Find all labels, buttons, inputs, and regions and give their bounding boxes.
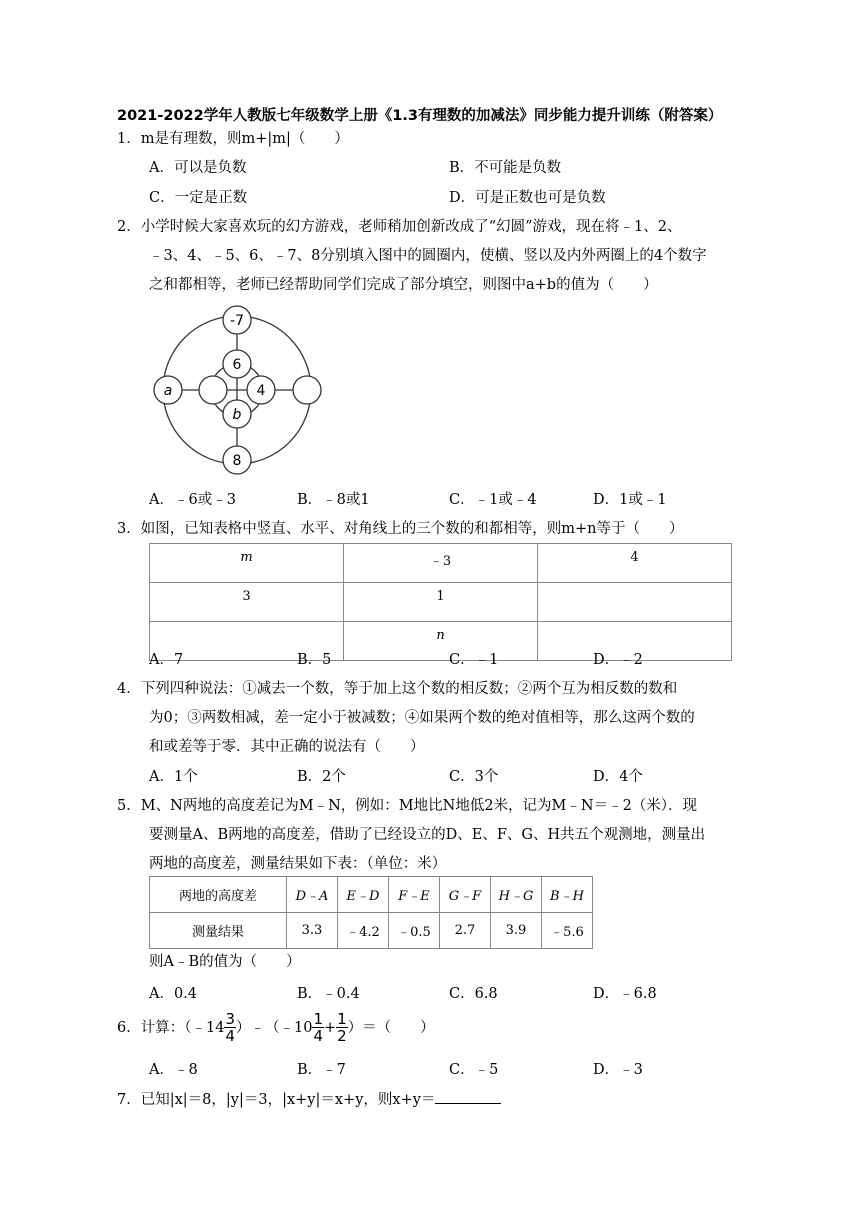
q3-cell [538,583,732,622]
q3-option-b: B．5 [297,652,332,668]
q3-cell: 4 [538,544,732,583]
q7-text: 7．已知|x|＝8，|y|＝3，|x+y|＝x+y，则x+y＝ [117,1092,436,1108]
q5-value-cell: ﹣0.5 [389,913,440,949]
q5-option-c: C．6.8 [449,986,498,1002]
q3-cell: m [150,544,344,583]
q5-value-cell: 3.3 [287,913,338,949]
q6-plus: + [323,1020,337,1036]
q1-option-d: D．可是正数也可是负数 [449,190,606,206]
q6-fraction-2-numerator: 1 [313,1010,323,1028]
q5-header-cell: F﹣E [389,877,440,913]
q5-option-b: B．﹣0.4 [297,986,360,1002]
q6-fraction-3-denominator: 2 [337,1027,347,1045]
q3-cell: 1 [344,583,538,622]
q5-header-cell: E﹣D [338,877,389,913]
q6-fraction-1 [224,1012,236,1044]
magic-circle-diagram [150,305,325,475]
q4-option-d: D．4个 [593,769,643,785]
circle-right [293,376,321,404]
q5-header-cell: 两地的高度差 [150,877,287,913]
q6-fraction-1-numerator: 3 [225,1010,235,1028]
q5-header-cell: H﹣G [491,877,542,913]
q6-suffix: ）＝（ ） [347,1020,435,1036]
q1-option-b: B．不可能是负数 [449,160,562,176]
q3-cell: 3 [150,583,344,622]
diagram-label-inner-bottom: b [232,407,242,423]
page-title: 2021-2022学年人教版七年级数学上册《1.3有理数的加减法》同步能力提升训练（附答案） [117,108,723,124]
diagram-label-inner-top: 6 [232,357,242,373]
q5-value-cell: 2.7 [440,913,491,949]
question-3: 3．如图，已知表格中竖直、水平、对角线上的三个数的和都相等，则m+n等于（ ） [117,521,684,537]
q6-option-a: A．﹣8 [149,1062,198,1078]
q5-value-cell: 测量结果 [150,913,287,949]
q2-option-b: B．﹣8或1 [297,492,370,508]
question-5-line-1: 5．M、N两地的高度差记为M﹣N，例如：M地比N地低2米，记为M﹣N＝﹣2（米）．现 [117,798,698,814]
question-5-after: 则A﹣B的值为（ ） [149,954,301,970]
question-4-line-1: 4．下列四种说法：①减去一个数，等于加上这个数的相反数；②两个互为相反数的数和 [117,681,678,697]
q6-fraction-2 [312,1012,324,1044]
q3-option-a: A．7 [149,652,184,668]
q7-answer-blank[interactable] [435,1091,501,1104]
question-1: 1．m是有理数，则m+|m|（ ） [117,131,349,147]
q6-fraction-2-denominator: 4 [313,1027,323,1045]
question-2-line-2: ﹣3、4、﹣5、6、﹣7、8分别填入图中的圆圈内，使横、竖以及内外两圈上的4个数字 [149,248,707,264]
q4-option-a: A．1个 [149,769,198,785]
q4-option-b: B．2个 [297,769,346,785]
q6-option-c: C．﹣5 [449,1062,499,1078]
q5-value-cell: 3.9 [491,913,542,949]
q6-prefix: 6．计算：（﹣14 [117,1020,225,1036]
q3-cell: n [344,622,538,661]
q2-option-a: A．﹣6或﹣3 [149,492,236,508]
q1-option-c: C．一定是正数 [149,190,248,206]
q5-value-cell: ﹣5.6 [542,913,593,949]
q6-fraction-1-denominator: 4 [225,1027,235,1045]
q5-option-d: D．﹣6.8 [593,986,657,1002]
q4-option-c: C．3个 [449,769,499,785]
q3-cell: ﹣3 [344,544,538,583]
question-4-line-2: 为0；③两数相减，差一定小于被减数；④如果两个数的绝对值相等，那么这两个数的 [149,710,695,726]
q6-fraction-3 [336,1012,348,1044]
q5-option-a: A．0.4 [149,986,198,1002]
q6-option-b: B．﹣7 [297,1062,346,1078]
q3-option-d: D．﹣2 [593,652,643,668]
diagram-label-top: -7 [230,313,244,329]
question-6 [117,1012,435,1044]
diagram-label-inner-right: 4 [256,383,266,399]
question-4-line-3: 和或差等于零．其中正确的说法有（ ） [149,739,425,755]
q5-table [149,876,593,949]
q2-option-c: C．﹣1或﹣4 [449,492,537,508]
q3-option-c: C．﹣1 [449,652,499,668]
question-5-line-3: 两地的高度差，测量结果如下表：（单位：米） [149,856,447,872]
question-5-line-2: 要测量A、B两地的高度差，借助了已经设立的D、E、F、G、H共五个观测地，测量出 [149,827,706,843]
question-7 [117,1088,501,1109]
q6-fraction-3-numerator: 1 [337,1010,347,1028]
q2-option-d: D．1或﹣1 [593,492,667,508]
q6-mid: ）﹣（﹣10 [235,1020,313,1036]
circle-inner-left [199,376,227,404]
q5-header-cell: B﹣H [542,877,593,913]
q5-header-cell: D﹣A [287,877,338,913]
q5-value-cell: ﹣4.2 [338,913,389,949]
diagram-label-bottom: 8 [232,453,242,469]
q1-option-a: A．可以是负数 [149,160,247,176]
question-2-line-3: 之和都相等，老师已经帮助同学们完成了部分填空，则图中a+b的值为（ ） [149,277,658,293]
q3-table [149,543,732,661]
diagram-label-left: a [163,383,173,399]
question-2-line-1: 2．小学时候大家喜欢玩的幻方游戏，老师稍加创新改成了“幻圆”游戏，现在将﹣1、2、 [117,219,682,235]
q5-header-cell: G﹣F [440,877,491,913]
q6-option-d: D．﹣3 [593,1062,643,1078]
